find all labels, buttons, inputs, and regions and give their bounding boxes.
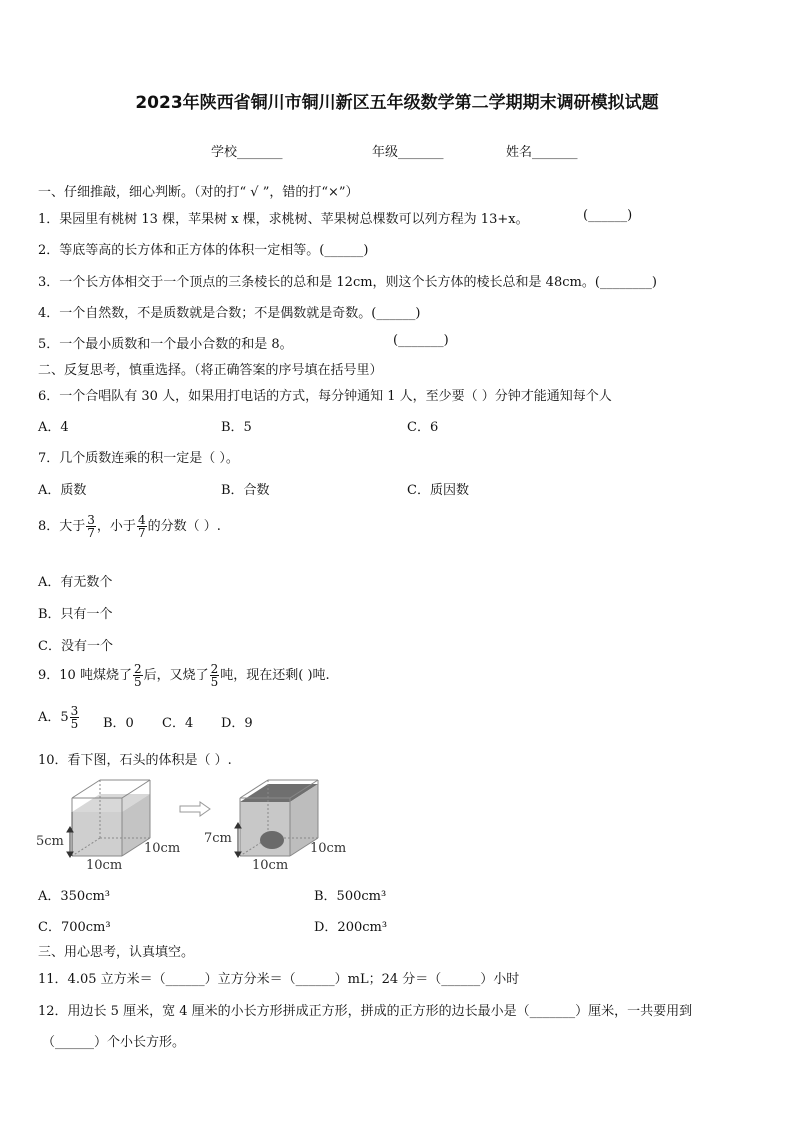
question-10-option-d: D．200cm³ <box>314 920 388 935</box>
fraction <box>137 514 147 539</box>
name-field: 姓名_______ <box>506 145 578 160</box>
question-10: 10．看下图，石头的体积是（ ）. <box>38 753 232 768</box>
question-7-option-c: C．质因数 <box>407 483 469 498</box>
fraction-numerator: 2 <box>133 662 142 676</box>
section-heading-1: 一、仔细推敲，细心判断。（对的打“ √ ”，错的打“×”） <box>38 185 359 200</box>
question-8-text-pre: 8．大于 <box>38 519 86 534</box>
page-title: 2023年陕西省铜川市铜川新区五年级数学第二学期期末调研模拟试题 <box>135 93 659 113</box>
section-heading-3: 三、用心思考，认真填空。 <box>38 945 195 960</box>
question-8-option-a: A．有无数个 <box>38 575 113 590</box>
question-2: 2．等底等高的长方体和正方体的体积一定相等。(______) <box>38 243 369 258</box>
stone-icon <box>260 831 284 849</box>
question-10-option-a: A．350cm³ <box>38 889 111 904</box>
fraction-denominator: 7 <box>87 526 95 540</box>
fraction <box>70 705 80 730</box>
right-width-label: 10cm <box>252 858 289 872</box>
question-6: 6．一个合唱队有 30 人，如果用打电话的方式，每分钟通知 1 人，至少要（ ）分钟才能通知每个人 <box>38 389 612 404</box>
question-5: 5．一个最小质数和一个最小合数的和是 8。 <box>38 337 293 352</box>
grade-field: 年级_______ <box>372 145 444 160</box>
question-8-option-b: B．只有一个 <box>38 607 113 622</box>
fraction-numerator: 3 <box>70 704 79 718</box>
question-9-option-a-whole: A．5 <box>38 710 69 725</box>
question-8 <box>38 514 221 539</box>
left-height-label: 5cm <box>36 834 64 849</box>
question-11: 11．4.05 立方米＝（______）立方分米＝（______）mL；24 分＝（______）小时 <box>38 972 520 987</box>
question-5-answer-blank: (_______) <box>393 333 449 348</box>
school-field: 学校_______ <box>211 145 283 160</box>
right-arrow-icon <box>180 802 210 816</box>
left-depth-label: 10cm <box>144 841 181 856</box>
question-8-text-mid: ，小于 <box>96 519 136 534</box>
question-9-text-mid: 后，又烧了 <box>143 668 209 683</box>
question-7: 7．几个质数连乘的积一定是（ ）。 <box>38 451 239 466</box>
left-width-label: 10cm <box>86 858 123 872</box>
question-10-option-c: C．700cm³ <box>38 920 111 935</box>
question-12-line-1: 12．用边长 5 厘米，宽 4 厘米的小长方形拼成正方形，拼成的正方形的边长最小是（_______）厘米，一共要用到 <box>38 1004 693 1019</box>
fraction-numerator: 3 <box>87 513 95 527</box>
question-8-text-post: 的分数（ ）. <box>147 519 221 534</box>
right-height-label: 7cm <box>204 831 232 846</box>
question-6-option-a: A．4 <box>38 420 69 435</box>
question-3: 3．一个长方体相交于一个顶点的三条棱长的总和是 12cm，则这个长方体的棱长总和是 48cm。(________) <box>38 275 657 290</box>
fraction <box>86 514 96 539</box>
fraction-denominator: 5 <box>70 717 79 731</box>
fraction-denominator: 7 <box>137 526 146 540</box>
question-9-text-pre: 9．10 吨煤烧了 <box>38 668 132 683</box>
question-6-option-c: C．6 <box>407 420 439 435</box>
right-depth-label: 10cm <box>310 841 347 856</box>
question-9-text-post: 吨，现在还剩( )吨. <box>220 668 330 683</box>
question-8-option-c: C．没有一个 <box>38 639 113 654</box>
question-12-line-2: （______）个小长方形。 <box>42 1035 186 1050</box>
fraction <box>210 663 220 688</box>
fraction-numerator: 2 <box>210 662 219 676</box>
question-10-figure <box>30 772 360 872</box>
question-6-option-b: B．5 <box>221 420 252 435</box>
question-9-option-a <box>38 705 80 730</box>
question-7-option-b: B．合数 <box>221 483 270 498</box>
fraction-denominator: 5 <box>133 675 142 689</box>
question-7-option-a: A．质数 <box>38 483 87 498</box>
question-9 <box>38 663 330 688</box>
question-9-option-c: C．4 <box>162 716 194 731</box>
question-9-option-b: B．0 <box>103 716 134 731</box>
container-before-icon <box>72 780 150 856</box>
question-1: 1．果园里有桃树 13 棵，苹果树 x 棵，求桃树、苹果树总棵数可以列方程为 13+x。 <box>38 212 529 227</box>
question-9-option-d: D．9 <box>221 716 253 731</box>
question-10-option-b: B．500cm³ <box>314 889 387 904</box>
fraction <box>133 663 143 688</box>
question-4: 4．一个自然数，不是质数就是合数；不是偶数就是奇数。(______) <box>38 306 421 321</box>
fraction-numerator: 4 <box>137 513 146 527</box>
question-1-answer-blank: (______) <box>583 208 633 223</box>
fraction-denominator: 5 <box>210 675 219 689</box>
section-heading-2: 二、反复思考，慎重选择。（将正确答案的序号填在括号里） <box>38 363 383 378</box>
